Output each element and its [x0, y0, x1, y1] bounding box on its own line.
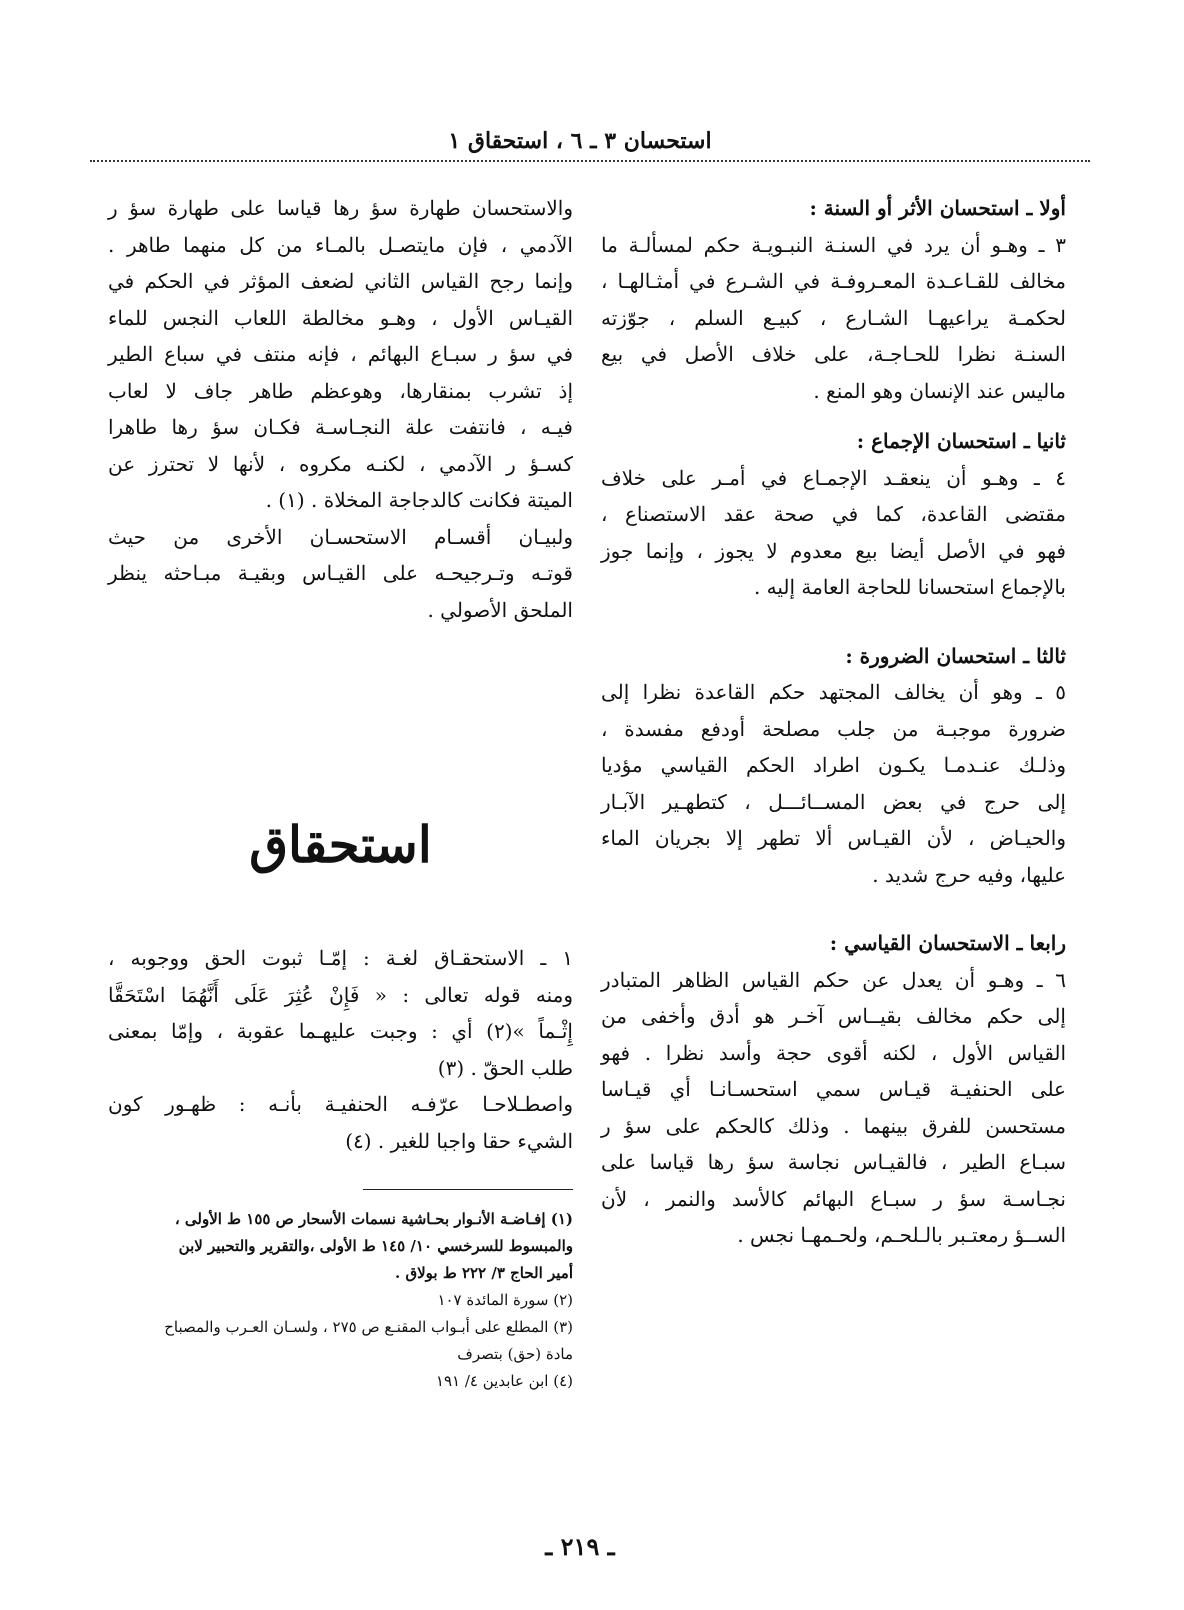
left-column-top — [108, 190, 573, 628]
text-line: وإنما رجح القياس الثاني لضعف المؤثر في الحكم في — [108, 269, 573, 293]
text-line: الآدمي ، فإن مايتصـل بالمـاء من كل منهما طاهر . — [108, 232, 573, 257]
left-column-bottom — [108, 940, 573, 1395]
text-line: ومنه قوله تعالى : « فَإِنْ عُثِرَ عَلَى أَنَّهُمَا اسْتَحَقَّا — [108, 982, 573, 1007]
text-line: ولبيـان أقسـام الاستحسـان الأخرى من حيث — [108, 524, 573, 549]
text-line: القياس الأول ، لكنه أقوى حجة وأسد نظرا . فهو — [601, 1040, 1066, 1065]
text-line: ١ ـ الاستحقـاق لغـة : إمّـا ثبوت الحق ووجوبه ، — [108, 946, 573, 970]
text-line: الميتة فكانت كالدجاجة المخلاة . (١) . — [265, 488, 573, 512]
text-line: والاستحسان طهارة سؤ رها قياسا على طهارة سؤ ر — [108, 196, 573, 220]
text-line: ضرورة موجبـة من جلب مصلحة أودفع مفسدة ، — [601, 716, 1067, 741]
footnotes — [108, 1206, 573, 1395]
text-line: بالإجماع استحسانا للحاجة العامة إليه . — [753, 575, 1066, 599]
text-line: طلب الحقّ . (٣) — [437, 1055, 573, 1080]
text-line: الســؤ رمعتـبر بالـلحـم، ولحـمهـا نجس . — [737, 1223, 1066, 1247]
text-line: فهو في الأصل أيضا بيع معدوم لا يجوز ، وإنما جوز — [601, 538, 1066, 563]
running-header: استحسان ٣ ـ ٦ ، استحقاق ١ — [448, 128, 712, 154]
text-line: إِثْـماً »(٢) أي : وجبت عليهـما عقوبة ، وإمّا بمعنى — [108, 1019, 573, 1043]
text-line: مستحسن للفرق بينهما . وذلك كالحكم على سؤ ر — [601, 1113, 1066, 1138]
spacer — [601, 409, 1066, 423]
text-line: إذ تشرب بمنقارها، وهوعظم طاهر جاف لا لعاب — [108, 378, 573, 403]
text-line: ٦ ـ وهـو أن يعدل عن حكم القياس الظاهر المتبادر — [601, 967, 1066, 992]
text-line: فيـه ، فانتفت علة النجـاسـة فكـان سؤ رها طاهرا — [108, 415, 573, 439]
text-line: ٥ ـ وهو أن يخالف المجتهد حكم القاعدة نظرا إلى — [601, 680, 1066, 704]
text-line: لحكمـة يراعيهـا الشـارع ، كبيـع السلم ، جوّزته — [601, 305, 1066, 330]
right-column — [601, 190, 1066, 1254]
text-line: كسـؤ ر الآدمي ، لكنـه مكروه ، لأنها لا تحترز عن — [108, 451, 573, 476]
text-line: قوتـه وتـرجيحـه على القيـاس وبقيـة مبـاحثه ينظر — [108, 561, 573, 585]
text-line: وذلـك عنـدمـا يكـون اطراد الحكم القياسي مؤديا — [601, 753, 1066, 777]
text-line: إلى حكم مخالف بقيــاس آخـر هو أدق وأخفى من — [601, 1004, 1066, 1028]
text-line: ٤ ـ وهـو أن ينعقـد الإجمـاع في أمـر على خلاف — [601, 465, 1066, 490]
text-line: في سؤ ر سبـاع البهائم ، فإنه منتف في سباع الطير — [108, 342, 573, 366]
text-line: ٣ ـ وهـو أن يرد في السنـة النبـويـة حكم لمسألـة ما — [601, 232, 1066, 257]
footnote-line: مادة (حق) بتصرف — [457, 1345, 573, 1363]
text-line: السنـة نظرا للحـاجـة، على خلاف الأصل في بيع — [601, 342, 1066, 366]
text-line: ماليس عند الإنسان وهو المنع . — [813, 378, 1066, 403]
text-line: سبـاع الطير ، فالقيـاس نجاسة سؤ رها قياسا على — [601, 1150, 1066, 1174]
section-heading: ثالثا ـ استحسان الضرورة : — [845, 643, 1066, 668]
header-divider — [90, 160, 1090, 162]
section-heading: رابعا ـ الاستحسان القياسي : — [829, 931, 1066, 955]
footnote-line: (١) إفـاضـة الأنـوار بحـاشية نسمات الأسحار ص ١٥٥ ط الأولى ، — [174, 1210, 573, 1228]
text-line: الشيء حقا واجبا للغير . (٤) — [345, 1128, 573, 1153]
footnote-line: (٤) ابن عابدين ٤/ ١٩١ — [435, 1372, 573, 1390]
text-line: الملحق الأصولي . — [427, 597, 573, 622]
text-line: والحيـاض ، لأن القيـاس ألا تطهر إلا بجريان الماء — [601, 826, 1066, 850]
section-heading: ثانيا ـ استحسان الإجماع : — [856, 429, 1066, 453]
text-line: مخالف للقـاعـدة المعـروفـة في الشـرع في أمثـالهـا ، — [601, 269, 1066, 293]
footnote-line: (٣) المطلع على أبـواب المقنـع ص ٢٧٥ ، ولسـان العـرب والمصباح — [164, 1318, 573, 1336]
footnote-separator — [363, 1189, 573, 1190]
spacer — [601, 606, 1066, 638]
text-line: نجـاسـة سؤ ر سبـاع البهائم كالأسد والنمر ، لأن — [601, 1186, 1066, 1211]
spacer — [601, 893, 1066, 925]
section-heading: أولا ـ استحسان الأثر أو السنة : — [809, 196, 1066, 220]
text-line: مقتضى القاعدة، كما في صحة عقد الاستصناع ، — [601, 502, 1066, 526]
text-line: على الحنفيـة قيـاس سمي استحسـانـا أي قيـاسا — [601, 1077, 1066, 1101]
footnote-line: (٢) سورة المائدة ١٠٧ — [437, 1291, 573, 1309]
text-line: عليها، وفيه حرج شديد . — [872, 862, 1066, 887]
footnote-line: والمبسوط للسرخسي ١٠/ ١٤٥ ط الأولى ،والتقرير والتحبير لابن — [178, 1237, 573, 1255]
entry-title: استحقاق — [249, 815, 432, 874]
page-number: ـ ٢١٩ ـ — [545, 1532, 615, 1561]
text-line: إلى حرج في بعض المســائـــل ، كتطهـير الآبـار — [601, 789, 1066, 814]
text-line: القيـاس الأول ، وهـو مخالطة اللعاب النجس للماء — [108, 305, 573, 330]
text-line: واصطـلاحـا عرّفـه الحنفيـة بأنـه : ظهـور كون — [108, 1092, 573, 1116]
footnote-line: أمير الحاج ٣/ ٢٢٢ ط بولاق . — [395, 1264, 573, 1282]
